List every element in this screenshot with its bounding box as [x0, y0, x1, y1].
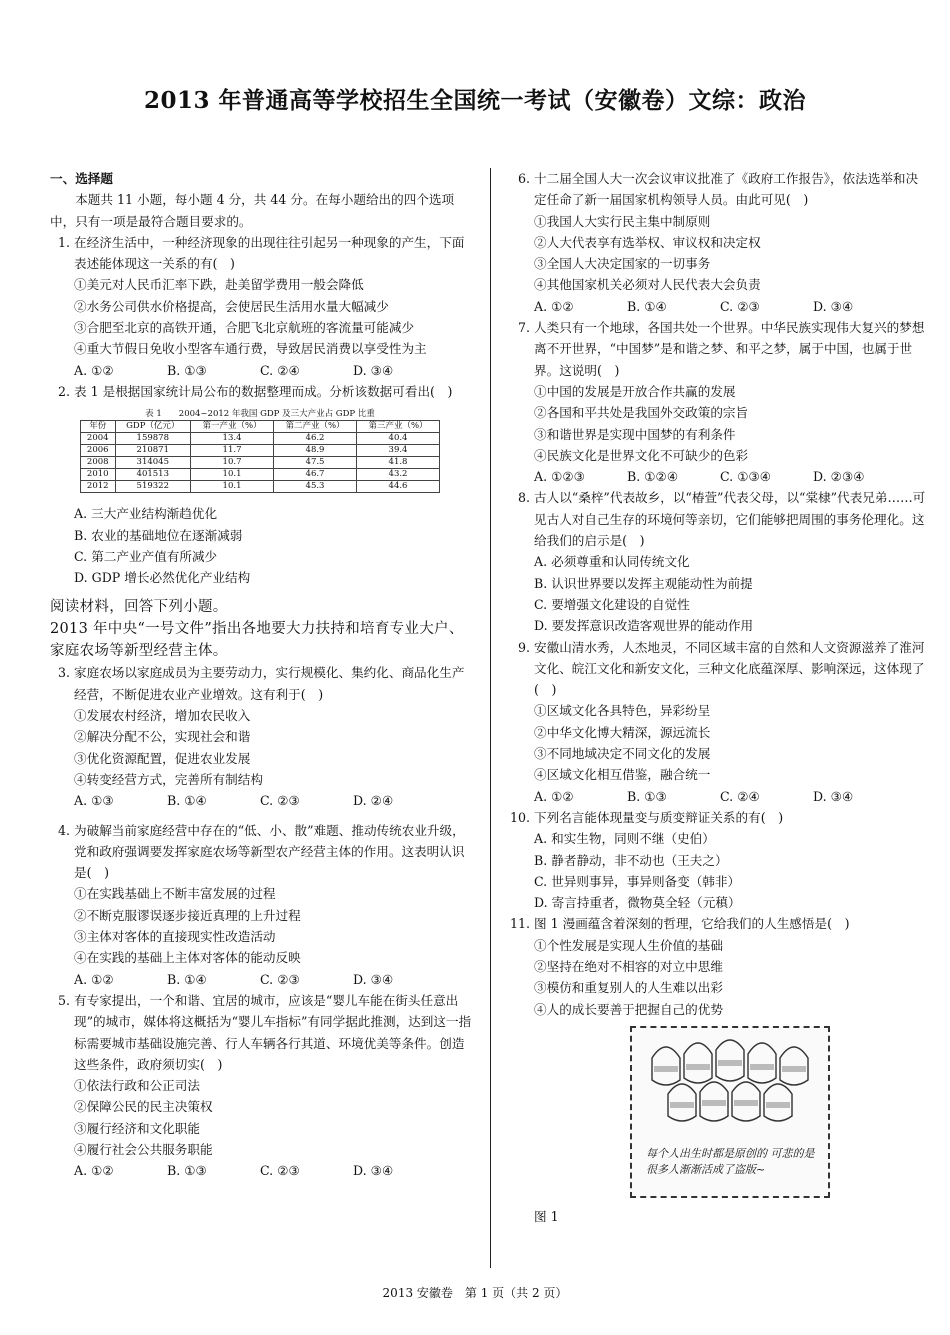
table-header-row [81, 421, 440, 433]
question-number: 9. [518, 639, 531, 655]
statement: ③不同地域决定不同文化的发展 [534, 746, 711, 762]
statement: ③合肥至北京的高铁开通，合肥飞北京航班的客流量可能减少 [74, 320, 415, 336]
statement: ③优化资源配置，促进农业发展 [74, 750, 251, 766]
option: A. 必须尊重和认同传统文化 [534, 554, 690, 570]
question-number: 4. [58, 822, 71, 838]
question-stem: 表 1 是根据国家统计局公布的数据整理而成。分析该数据可看出( ) [74, 383, 453, 399]
table-cell: 401513 [115, 469, 191, 481]
statement: ④重大节假日免收小型客车通行费，导致居民消费以享受性为主 [74, 341, 427, 357]
figure-shape [684, 1043, 712, 1083]
option: A. 三大产业结构渐趋优化 [74, 506, 218, 522]
left-column [50, 168, 475, 1182]
figure-band [702, 1100, 726, 1106]
question-4 [50, 820, 475, 884]
table-cell: 11.7 [191, 445, 274, 457]
question-number: 2. [58, 383, 71, 399]
question-2 [50, 381, 475, 402]
choice-b: B. ①②④ [627, 469, 679, 485]
statement: ③和谐世界是实现中国梦的有利条件 [534, 426, 736, 442]
statement: ②水务公司供水价格提高，会使居民生活用水量大幅减少 [74, 298, 389, 314]
table-row [81, 481, 440, 493]
answer-choices [510, 786, 930, 807]
question-number: 10. [510, 809, 531, 825]
statement: ④在实践的基础上主体对客体的能动反映 [74, 950, 301, 966]
choice-a: A. ①② [534, 788, 574, 804]
gdp-table [80, 420, 440, 493]
statement: ①个性发展是实现人生价值的基础 [534, 937, 723, 953]
table-cell: 48.9 [274, 445, 357, 457]
question-number: 7. [518, 320, 531, 336]
choice-c: C. ②③ [720, 298, 760, 314]
question-number: 1. [58, 234, 71, 250]
table-cell: 44.6 [357, 481, 440, 493]
question-stem: 下列名言能体现量变与质变辩证关系的有( ) [534, 809, 784, 825]
option: D. 要发挥意识改造客观世界的能动作用 [534, 618, 754, 634]
table-cell: 47.5 [274, 457, 357, 469]
cartoon-caption: 每个人出生时都是原创的 可悲的是很多人渐渐活成了盗版~ [646, 1146, 815, 1176]
statement: ①在实践基础上不断丰富发展的过程 [74, 886, 276, 902]
table-cell: 46.2 [274, 433, 357, 445]
answer-choices [510, 296, 930, 317]
page-title: 2013 年普通高等学校招生全国统一考试（安徽卷）文综：政治 [143, 87, 807, 114]
statement: ①发展农村经济，增加农民收入 [74, 708, 251, 724]
option: C. 世异则事异，事异则备变（韩非） [534, 873, 741, 889]
table-caption: 表 1 2004~2012 年我国 GDP 及三大产业占 GDP 比重 [145, 409, 375, 420]
question-11 [510, 913, 930, 934]
figure-band [734, 1100, 758, 1106]
statement: ②不断克服谬误逐步接近真理的上升过程 [74, 907, 301, 923]
right-column [510, 168, 930, 1227]
table-cell: 43.2 [357, 469, 440, 481]
statement: ②各国和平共处是我国外交政策的宗旨 [534, 405, 749, 421]
answer-choices [50, 969, 475, 990]
statement: ④人的成长要善于把握自己的优势 [534, 1001, 723, 1017]
question-number: 3. [58, 665, 71, 681]
table-header: GDP（亿元） [115, 421, 191, 433]
statement: ④区域文化相互借鉴，融合统一 [534, 767, 711, 783]
question-stem: 有专家提出，一个和谐、宜居的城市，应该是“婴儿车能在街头任意出现”的城市，媒体将这概括为“婴儿车指标”有同学据此推测，达到这一指标需要城市基础设施完善、行人车辆各行其道、环境优美等条件。创造这些条件，政府须切实( ) [74, 992, 472, 1072]
table-cell: 13.4 [191, 433, 274, 445]
option: C. 要增强文化建设的自觉性 [534, 596, 690, 612]
table-cell: 10.1 [191, 469, 274, 481]
table-cell: 2006 [81, 445, 116, 457]
choice-c: C. ①③④ [720, 469, 772, 485]
choice-c: C. ②③ [260, 971, 300, 987]
question-stem: 图 1 漫画蕴含着深刻的哲理，它给我们的人生感悟是( ) [534, 916, 850, 932]
figure-shape [748, 1043, 776, 1083]
question-number: 8. [518, 490, 531, 506]
table-cell: 40.4 [357, 433, 440, 445]
table-cell: 46.7 [274, 469, 357, 481]
table-cell: 2004 [81, 433, 116, 445]
choice-b: B. ①③ [167, 362, 207, 378]
table-cell: 519322 [115, 481, 191, 493]
statement: ④其他国家机关必须对人民代表大会负责 [534, 277, 761, 293]
table-header: 第一产业（%） [191, 421, 274, 433]
question-stem: 为破解当前家庭经营中存在的“低、小、散”难题、推动传统农业升级，党和政府强调要发挥家庭农场等新型农产经营主体的作用。这表明认识是( ) [74, 822, 465, 881]
statement: ③全国人大决定国家的一切事务 [534, 256, 711, 272]
question-9 [510, 637, 930, 701]
statement: ③模仿和重复别人的人生难以出彩 [534, 980, 723, 996]
choice-d: D. ②③④ [813, 469, 865, 485]
statement: ②中华文化博大精深，源远流长 [534, 724, 711, 740]
choice-a: A. ①②③ [534, 469, 585, 485]
option: B. 静者静动，非不动也（王夫之） [534, 852, 728, 868]
question-7 [510, 317, 930, 381]
statement: ①依法行政和公正司法 [74, 1078, 200, 1094]
statement: ④履行社会公共服务职能 [74, 1141, 213, 1157]
table-row [81, 469, 440, 481]
table-cell: 2012 [81, 481, 116, 493]
answer-choices [50, 1160, 475, 1181]
choice-a: A. ①② [74, 971, 114, 987]
answer-choices [50, 360, 475, 381]
choice-d: D. ③④ [813, 788, 854, 804]
question-stem: 人类只有一个地球，各国共处一个世界。中华民族实现伟大复兴的梦想离不开世界，“中国梦”是和谐之梦、和平之梦，属于中国，也属于世界。这说明( ) [534, 320, 925, 378]
option: C. 第二产业产值有所减少 [74, 548, 218, 564]
statement: ②坚持在绝对不相容的对立中思维 [534, 958, 723, 974]
table-cell: 2008 [81, 457, 116, 469]
table-cell: 10.7 [191, 457, 274, 469]
page-footer: 2013 安徽卷 第 1 页（共 2 页） [382, 1286, 568, 1300]
option: D. 寄言持重者，微物莫全轻（元稹） [534, 895, 741, 911]
option: B. 农业的基础地位在逐渐减弱 [74, 527, 243, 543]
choice-b: B. ①④ [167, 971, 207, 987]
statement: ④民族文化是世界文化不可缺少的色彩 [534, 447, 749, 463]
statement: ③履行经济和文化职能 [74, 1120, 200, 1136]
choice-b: B. ①④ [167, 793, 207, 809]
option: A. 和实生物，同则不继（史伯） [534, 831, 715, 847]
statement: ①美元对人民币汇率下跌，赴美留学费用一般会降低 [74, 277, 364, 293]
table-row [81, 457, 440, 469]
choice-c: C. ②③ [260, 1163, 300, 1179]
column-divider [490, 168, 491, 1268]
choice-d: D. ③④ [813, 298, 854, 314]
question-number: 5. [58, 992, 71, 1008]
table-header: 年份 [81, 421, 116, 433]
choice-b: B. ①④ [627, 298, 667, 314]
figure-band [782, 1066, 806, 1072]
figure-label: 图 1 [534, 1208, 559, 1224]
figure-band [750, 1064, 774, 1070]
cartoon-drawing [632, 1028, 828, 1140]
choice-a: A. ①② [74, 1163, 114, 1179]
section-heading: 一、选择题 [50, 171, 113, 186]
table-cell: 314045 [115, 457, 191, 469]
statement: ②保障公民的民主决策权 [74, 1099, 213, 1115]
table-row [81, 445, 440, 457]
choice-d: D. ③④ [353, 1163, 394, 1179]
answer-choices [510, 466, 930, 487]
choice-c: C. ②④ [260, 362, 300, 378]
option: D. GDP 增长必然优化产业结构 [74, 570, 251, 586]
statement: ②人大代表享有选举权、审议权和决定权 [534, 234, 761, 250]
choice-a: A. ①② [534, 298, 574, 314]
table-cell: 2010 [81, 469, 116, 481]
answer-choices [50, 790, 475, 811]
table-header: 第二产业（%） [274, 421, 357, 433]
section-instructions: 本题共 11 小题，每小题 4 分，共 44 分。在每小题给出的四个选项中，只有一项是最符合题目要求的。 [50, 192, 455, 229]
question-1 [50, 232, 475, 275]
question-number: 6. [518, 171, 531, 186]
statement: ③主体对客体的直接现实性改造活动 [74, 929, 276, 945]
option: B. 认识世界要以发挥主观能动性为前提 [534, 575, 753, 591]
choice-d: D. ②④ [353, 793, 394, 809]
reading-prompt: 阅读材料，回答下列小题。 [50, 599, 228, 616]
choice-a: A. ①② [74, 362, 114, 378]
question-5 [50, 990, 475, 1075]
cartoon-figure [630, 1026, 830, 1198]
table-cell: 39.4 [357, 445, 440, 457]
figure-band [670, 1102, 694, 1108]
question-stem: 古人以“桑梓”代表故乡，以“椿萱”代表父母，以“棠棣”代表兄弟……可见古人对自己生存的环境何等亲切，它们能够把周围的事务伦理化。这给我们的启示是( ) [534, 490, 926, 549]
table-cell: 45.3 [274, 481, 357, 493]
table-cell: 10.1 [191, 481, 274, 493]
choice-c: C. ②③ [260, 793, 300, 809]
statement: ④转变经营方式，完善所有制结构 [74, 771, 263, 787]
table-cell: 41.8 [357, 457, 440, 469]
choice-d: D. ③④ [353, 362, 394, 378]
question-3 [50, 662, 475, 705]
table-cell: 159878 [115, 433, 191, 445]
question-stem: 在经济生活中，一种经济现象的出现往往引起另一种现象的产生，下面表述能体现这一关系的有( ) [74, 234, 465, 272]
question-stem: 家庭农场以家庭成员为主要劳动力，实行规模化、集约化、商品化生产经营，不断促进农业产业增效。这有利于( ) [74, 665, 465, 702]
question-8 [510, 487, 930, 551]
figure-band [654, 1066, 678, 1072]
table-row [81, 433, 440, 445]
figure-band [686, 1064, 710, 1070]
question-10 [510, 807, 930, 828]
table-cell: 210871 [115, 445, 191, 457]
question-stem: 十二届全国人大一次会议审议批准了《政府工作报告》，依法选举和决定任命了新一届国家机构领导人员。由此可见( ) [534, 171, 919, 208]
statement: ①我国人大实行民主集中制原则 [534, 213, 711, 229]
question-number: 11. [510, 916, 531, 932]
choice-b: B. ①③ [627, 788, 667, 804]
statement: ①中国的发展是开放合作共赢的发展 [534, 383, 736, 399]
figure-band [766, 1102, 790, 1108]
question-6 [510, 168, 930, 211]
question-stem: 安徽山清水秀，人杰地灵，不同区域丰富的自然和人文资源滋养了淮河文化、皖江文化和新安文化，三种文化底蕴深厚、影响深远，这体现了( ) [534, 639, 925, 698]
choice-b: B. ①③ [167, 1163, 207, 1179]
choice-c: C. ②④ [720, 788, 760, 804]
statement: ②解决分配不公，实现社会和谐 [74, 729, 251, 745]
statement: ①区域文化各具特色，异彩纷呈 [534, 703, 711, 719]
table-header: 第三产业（%） [357, 421, 440, 433]
choice-d: D. ③④ [353, 971, 394, 987]
reading-material: 2013 年中央“一号文件”指出各地要大力扶持和培育专业大户、家庭农场等新型经营主体。 [50, 621, 464, 660]
choice-a: A. ①③ [74, 793, 114, 809]
figure-band [718, 1060, 742, 1066]
